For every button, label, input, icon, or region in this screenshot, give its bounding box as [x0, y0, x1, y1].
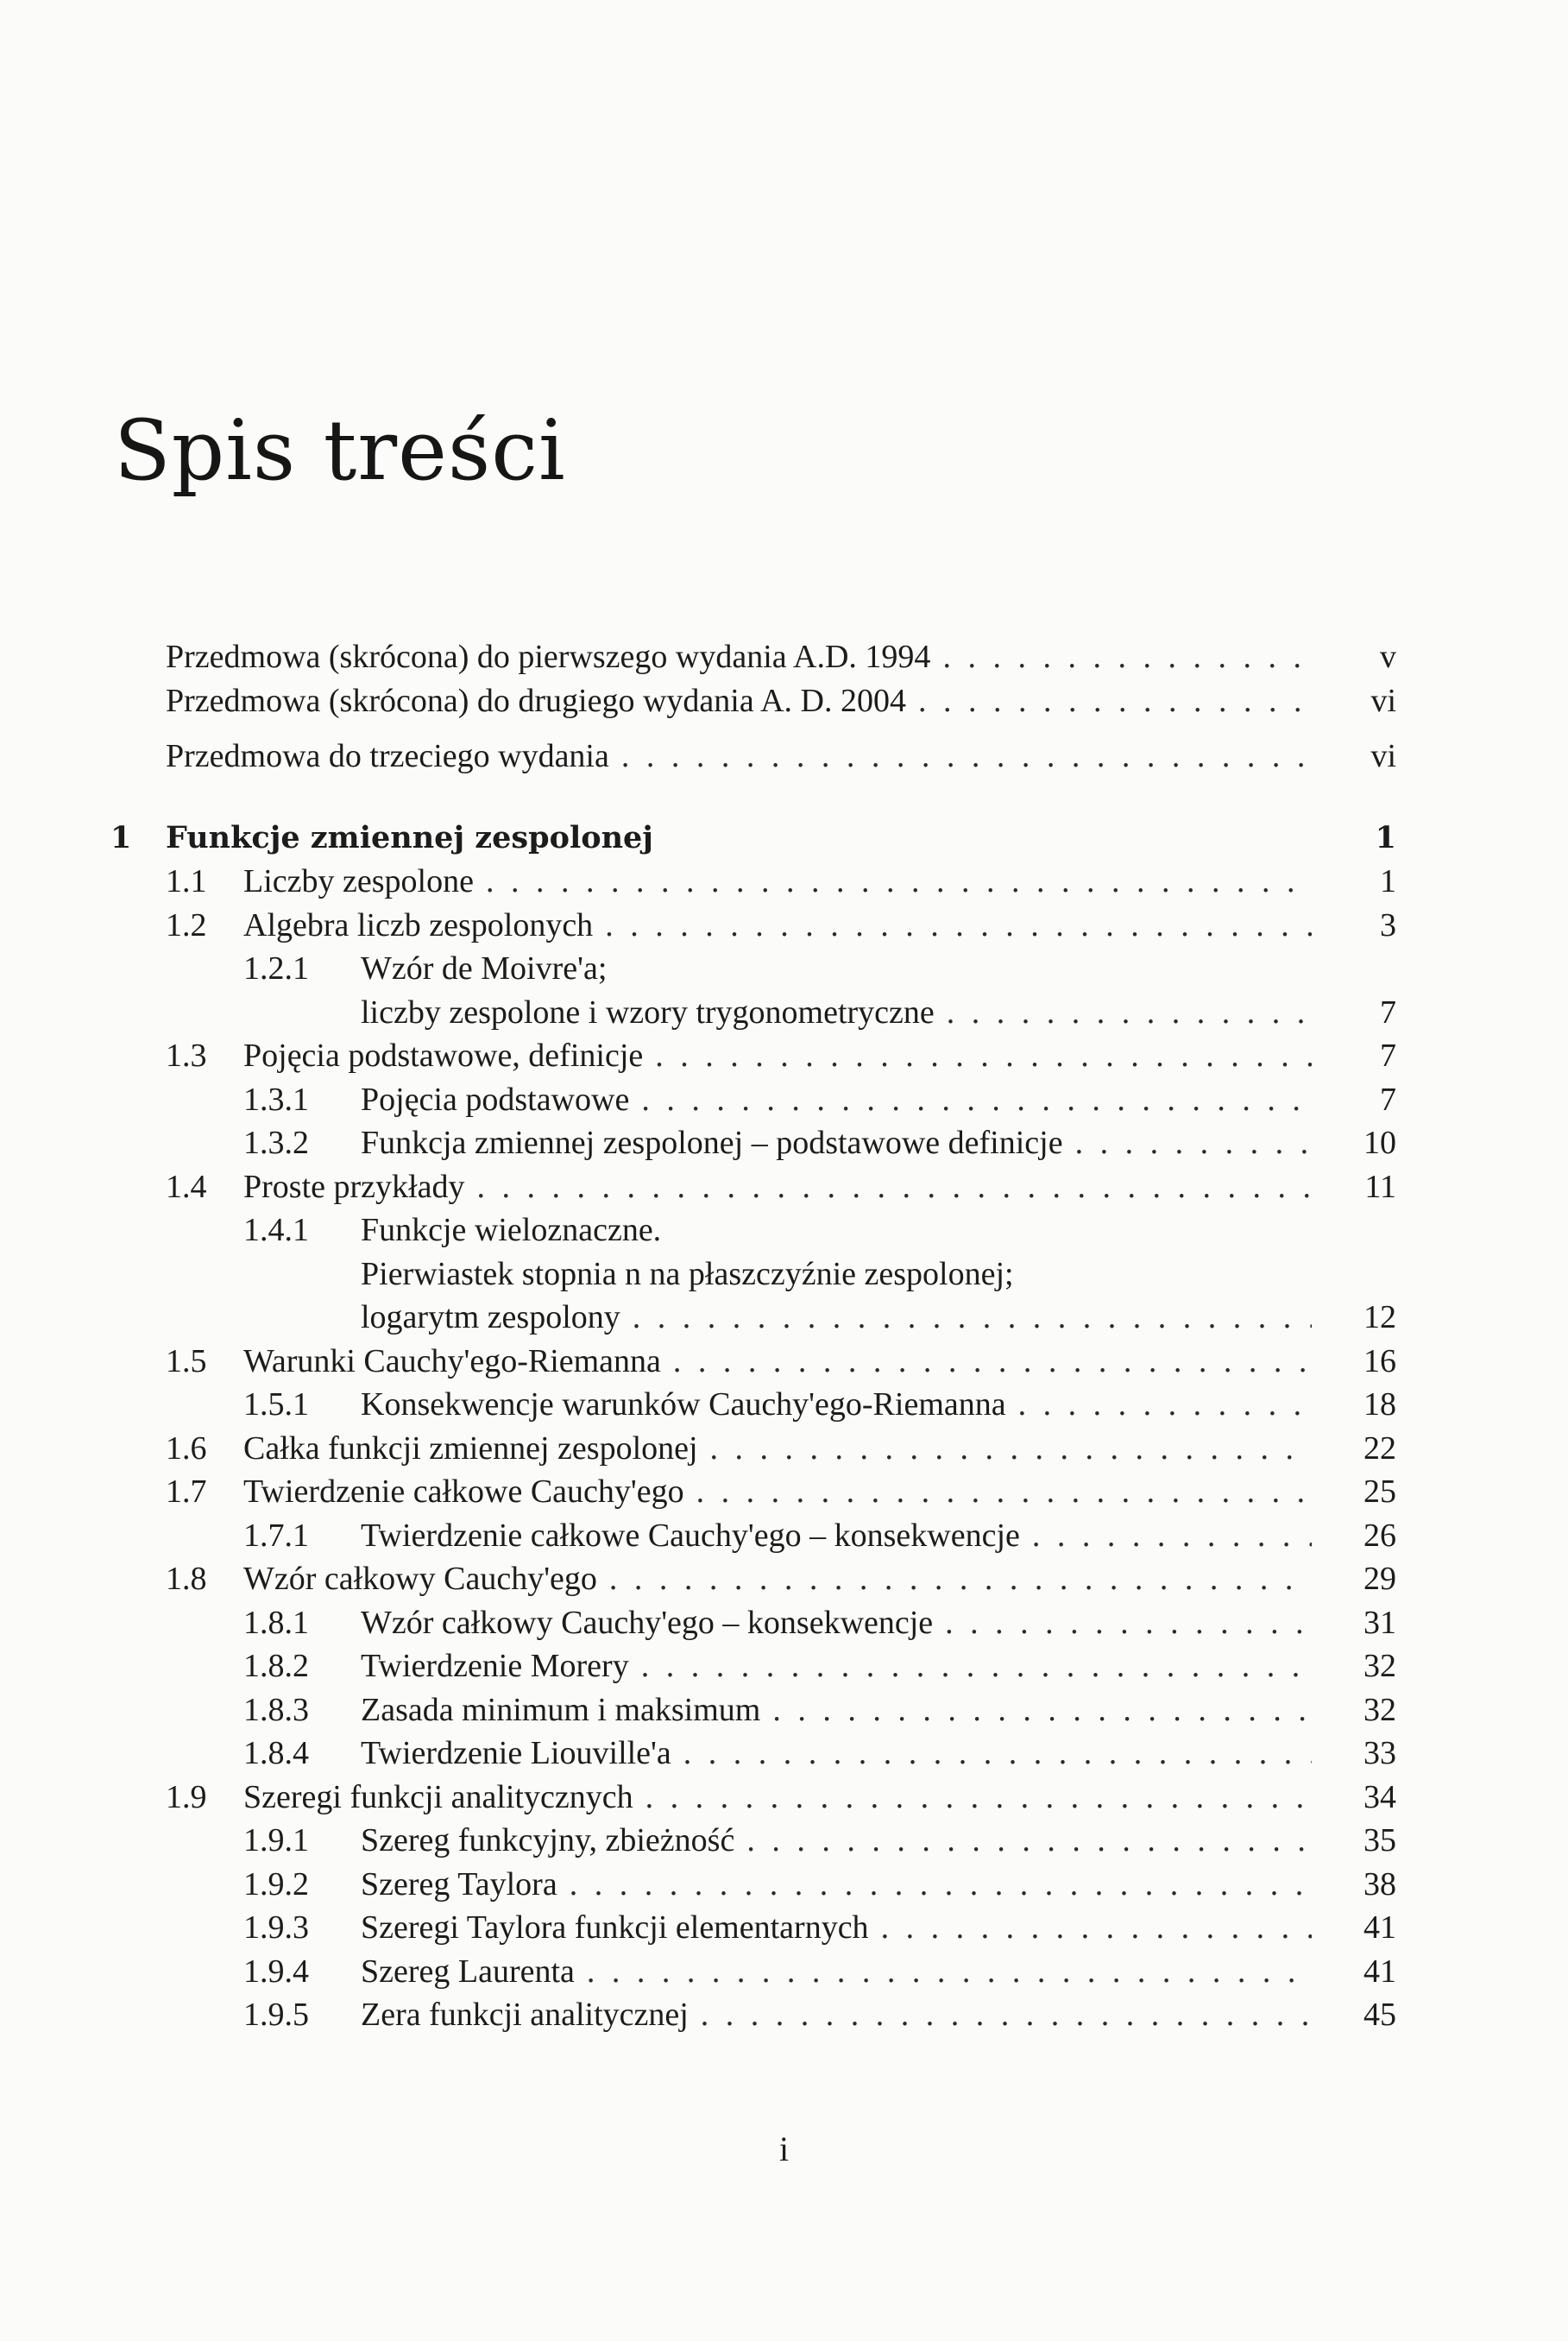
- leader-dots: [746, 1819, 1312, 1863]
- toc-entries: [110, 860, 1396, 2037]
- toc-page-number: 3: [1380, 906, 1396, 943]
- toc-entry-label: Wzór całkowy Cauchy'ego – konsekwencje: [361, 1604, 934, 1641]
- toc-page-number: 7: [1380, 1081, 1396, 1118]
- toc-page-number: 1: [1380, 863, 1396, 899]
- toc-entry-label: Wzór de Moivre'a;: [361, 950, 608, 987]
- leader-dots: [486, 860, 1312, 904]
- toc-entry-label: Przedmowa do trzeciego wydania: [166, 738, 609, 774]
- toc-page-number: 11: [1364, 1168, 1396, 1205]
- leader-dots: [701, 1993, 1312, 2037]
- leader-dots: [476, 1165, 1312, 1209]
- leader-dots: [1018, 1383, 1312, 1427]
- toc-entry-label: Algebra liczb zespolonych: [243, 906, 594, 943]
- leader-dots: [881, 1906, 1312, 1950]
- toc-page-number: vi: [1370, 738, 1396, 774]
- leader-dots: [609, 1557, 1312, 1601]
- toc-entry-label: Proste przykłady: [243, 1168, 465, 1205]
- toc-page-number: 26: [1363, 1517, 1396, 1554]
- toc-row[interactable]: [110, 904, 1396, 948]
- toc-row-preface-3[interactable]: [110, 735, 1396, 779]
- section-number: 1.2.1: [243, 950, 309, 987]
- toc-entry-label: Całka funkcji zmiennej zespolonej: [243, 1429, 698, 1467]
- leader-dots: [621, 735, 1312, 779]
- toc-entry-label: Zasada minimum i maksimum: [361, 1691, 761, 1728]
- leader-dots: [641, 1078, 1312, 1122]
- toc-entry-label: Szeregi Taylora funkcji elementarnych: [361, 1909, 869, 1946]
- section-number: 1.8.1: [243, 1604, 309, 1641]
- toc-row[interactable]: [110, 1688, 1396, 1732]
- section-number: 1.8.3: [243, 1691, 309, 1728]
- toc-entry-label: Liczby zespolone: [243, 863, 474, 899]
- toc-row[interactable]: [110, 1644, 1396, 1688]
- toc-row[interactable]: [110, 860, 1396, 904]
- toc-row[interactable]: [110, 1819, 1396, 1863]
- toc-row[interactable]: [110, 1296, 1396, 1340]
- leader-dots: [710, 1427, 1312, 1471]
- toc-page-number: 35: [1363, 1822, 1396, 1858]
- section-number: 1.3.1: [243, 1081, 309, 1118]
- leader-dots: [645, 1776, 1312, 1820]
- toc-entry-label: Szereg Taylora: [361, 1865, 557, 1902]
- toc-page-number: 45: [1363, 1997, 1396, 2033]
- toc-entry-label: Twierdzenie całkowe Cauchy'ego – konsekwencje: [361, 1517, 1020, 1554]
- section-number: 1.5.1: [243, 1386, 309, 1423]
- section-number: 1.8.4: [243, 1735, 309, 1771]
- leader-dots: [1075, 1121, 1312, 1165]
- toc-row-chapter-1[interactable]: [110, 817, 1396, 861]
- toc-entry-label: Konsekwencje warunków Cauchy'ego-Riemanna: [361, 1386, 1006, 1423]
- toc-row[interactable]: [110, 1557, 1396, 1601]
- toc-entry-label: Szeregi funkcji analitycznych: [243, 1778, 633, 1815]
- leader-dots: [633, 1296, 1312, 1340]
- toc-row[interactable]: [110, 1601, 1396, 1645]
- leader-dots: [683, 1732, 1312, 1776]
- toc-page-number: 33: [1363, 1735, 1396, 1771]
- leader-dots: [1032, 1514, 1312, 1558]
- toc-row[interactable]: [110, 1776, 1396, 1820]
- toc-row[interactable]: [110, 1470, 1396, 1514]
- toc-entry-label: Przedmowa (skrócona) do drugiego wydania A. D. 2004: [166, 682, 906, 719]
- toc-page-number: 7: [1380, 994, 1396, 1031]
- toc-entry-label: Twierdzenie Liouville'a: [361, 1735, 671, 1771]
- section-number: 1.9.4: [243, 1953, 309, 1990]
- leader-dots: [673, 1340, 1312, 1384]
- toc-entry-label: Wzór całkowy Cauchy'ego: [243, 1561, 597, 1597]
- section-number: 1.2: [166, 906, 207, 943]
- leader-dots: [918, 679, 1312, 723]
- toc-row[interactable]: [110, 1034, 1396, 1078]
- leader-dots: [655, 1034, 1312, 1078]
- section-number: 1.4: [166, 1168, 207, 1205]
- section-number: 1.9: [166, 1778, 207, 1815]
- toc-row[interactable]: [110, 1165, 1396, 1209]
- section-number: 1.9.1: [243, 1822, 309, 1858]
- leader-dots: [942, 635, 1312, 679]
- toc-row[interactable]: [110, 1121, 1396, 1165]
- toc-row-preface-2[interactable]: [110, 679, 1396, 723]
- toc-page-number: 31: [1363, 1604, 1396, 1641]
- toc-entry-label: Szereg funkcyjny, zbieżność: [361, 1822, 735, 1858]
- page-title: Spis treści: [114, 402, 566, 499]
- toc-page-number: 32: [1363, 1648, 1396, 1684]
- chapter-number: 1: [110, 819, 132, 855]
- toc-row[interactable]: [110, 1906, 1396, 1950]
- toc-row[interactable]: [110, 1863, 1396, 1907]
- toc-page-number: 29: [1363, 1561, 1396, 1597]
- leader-dots: [605, 904, 1312, 948]
- toc-entry-label: Pojęcia podstawowe, definicje: [243, 1038, 644, 1074]
- toc-page-number: v: [1380, 639, 1396, 675]
- toc-row[interactable]: [110, 1950, 1396, 1994]
- toc-page-number: vi: [1370, 682, 1396, 719]
- section-number: 1.7: [166, 1473, 207, 1510]
- toc-entry-label: Warunki Cauchy'ego-Riemanna: [243, 1342, 661, 1379]
- section-number: 1.5: [166, 1342, 207, 1379]
- toc-page-number: 41: [1363, 1909, 1396, 1946]
- section-number: 1.3: [166, 1038, 207, 1074]
- toc-entry-label: Funkcje wieloznaczne.: [361, 1212, 662, 1248]
- toc-row-preface-1[interactable]: [110, 635, 1396, 679]
- toc-row: [110, 947, 1396, 991]
- leader-dots: [587, 1950, 1312, 1994]
- toc-entry-label: logarytm zespolony: [361, 1299, 620, 1335]
- section-number: 1.9.2: [243, 1865, 309, 1902]
- section-number: 1.6: [166, 1429, 207, 1467]
- toc-page-number: 18: [1363, 1386, 1396, 1423]
- leader-dots: [947, 991, 1312, 1035]
- toc-page-number: 1: [1375, 819, 1396, 855]
- toc-entry-label: Zera funkcji analitycznej: [361, 1997, 689, 2033]
- leader-dots: [641, 1644, 1312, 1688]
- section-number: 1.9.5: [243, 1997, 309, 2033]
- toc-entry-label: liczby zespolone i wzory trygonometryczne: [361, 994, 935, 1031]
- toc-page-number: 7: [1380, 1038, 1396, 1074]
- toc-page-number: 10: [1363, 1125, 1396, 1161]
- toc-row[interactable]: [110, 1427, 1396, 1471]
- toc-row[interactable]: [110, 1383, 1396, 1427]
- toc-row: [110, 1253, 1396, 1297]
- leader-dots: [772, 1688, 1312, 1732]
- toc-entry-label: Pojęcia podstawowe: [361, 1081, 630, 1118]
- toc-entry-label: Funkcja zmiennej zespolonej – podstawowe definicje: [361, 1125, 1063, 1161]
- toc-row[interactable]: [110, 991, 1396, 1035]
- toc-page-number: 25: [1363, 1473, 1396, 1510]
- toc-row[interactable]: [110, 1514, 1396, 1558]
- section-number: 1.3.2: [243, 1125, 309, 1161]
- toc-row[interactable]: [110, 1993, 1396, 2037]
- toc-row[interactable]: [110, 1732, 1396, 1776]
- section-number: 1.8: [166, 1561, 207, 1597]
- leader-dots: [945, 1601, 1312, 1645]
- toc-page-number: 22: [1363, 1429, 1396, 1467]
- chapter-title: Funkcje zmiennej zespolonej: [166, 819, 653, 855]
- toc-entry-label: Pierwiastek stopnia n na płaszczyźnie zespolonej;: [361, 1255, 1014, 1292]
- section-number: 1.4.1: [243, 1212, 309, 1248]
- section-number: 1.1: [166, 863, 207, 899]
- section-number: 1.9.3: [243, 1909, 309, 1946]
- toc-page-number: 38: [1363, 1865, 1396, 1902]
- toc-page-number: 41: [1363, 1953, 1396, 1990]
- leader-dots: [696, 1470, 1312, 1514]
- toc-page-number: 16: [1363, 1342, 1396, 1379]
- leader-dots: [570, 1863, 1312, 1907]
- toc-row[interactable]: [110, 1340, 1396, 1384]
- page-number-footer: i: [778, 2130, 790, 2168]
- toc-row[interactable]: [110, 1078, 1396, 1122]
- section-number: 1.7.1: [243, 1517, 309, 1554]
- toc-page-number: 12: [1363, 1299, 1396, 1335]
- toc-page-number: 32: [1363, 1691, 1396, 1728]
- toc-entry-label: Szereg Laurenta: [361, 1953, 575, 1990]
- toc-row: [110, 1208, 1396, 1253]
- table-of-contents: [110, 635, 1396, 2037]
- toc-entry-label: Twierdzenie całkowe Cauchy'ego: [243, 1473, 684, 1510]
- toc-page-number: 34: [1363, 1778, 1396, 1815]
- toc-entry-label: Przedmowa (skrócona) do pierwszego wydania A.D. 1994: [166, 639, 931, 675]
- toc-entry-label: Twierdzenie Morery: [361, 1648, 629, 1684]
- section-number: 1.8.2: [243, 1648, 309, 1684]
